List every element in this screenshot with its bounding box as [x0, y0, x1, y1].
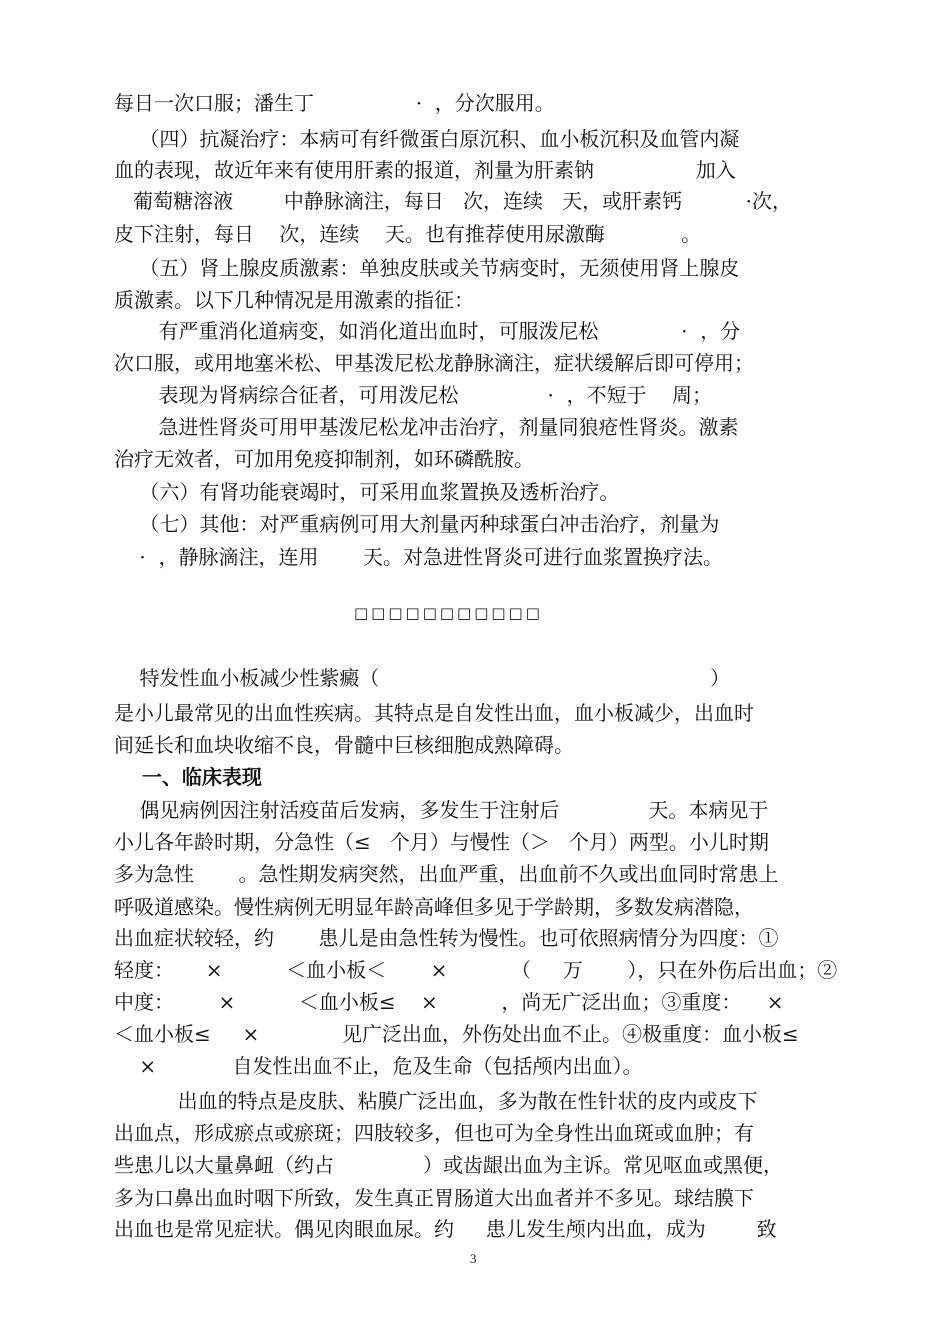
text-line: 血的表现，故近年来有使用肝素的报道，剂量为肝素钠 加入 [114, 158, 736, 182]
text-line: 多为急性 。急性期发病突然，出血严重，出血前不久或出血同时常患上 [114, 862, 779, 886]
text-line: （六）有肾功能衰竭时，可采用血浆置换及透析治疗。 [114, 480, 620, 504]
text-line: 次口服，或用地塞米松、甲基泼尼松龙静脉滴注，症状缓解后即可停用； [114, 351, 754, 375]
text-line: （五）肾上腺皮质激素：单独皮肤或关节病变时，无须使用肾上腺皮 [114, 256, 740, 280]
text-line: 出血点，形成瘀点或瘀斑；四肢较多，但也可为全身性出血斑或血肿；有 [114, 1121, 754, 1145]
text-line: 出血症状较轻，约 患儿是由急性转为慢性。也可依照病情分为四度：① [114, 926, 779, 950]
text-line: · ，静脉滴注，连用 天。对急进性肾炎可进行血浆置换疗法。 [114, 545, 724, 569]
text-line: （四）抗凝治疗：本病可有纤微蛋白原沉积、血小板沉积及血管内凝 [114, 127, 740, 151]
text-line: 呼吸道感染。慢性病例无明显年龄高峰但多见于学龄期，多数发病潜隐， [114, 895, 754, 919]
text-line: 每日一次口服；潘生丁 · ，分次服用。 [114, 91, 555, 115]
text-line: 间延长和血块收缩不良，骨髓中巨核细胞成熟障碍。 [114, 733, 574, 757]
section-title: □□□□□□□□□□□ [354, 604, 543, 622]
text-line: 皮下注射，每日 次，连续 天。也有推荐使用尿激酶 。 [114, 222, 702, 246]
text-line: 特发性血小板减少性紫癜（ ） [114, 666, 731, 690]
text-line: （七）其他：对严重病例可用大剂量丙种球蛋白冲击治疗，剂量为 [114, 512, 720, 536]
text-line: × 自发性出血不止，危及生命（包括颅内出血）。 [114, 1054, 643, 1078]
text-line: 出血的特点是皮肤、粘膜广泛出血，多为散在性针状的皮内或皮下 [114, 1089, 758, 1113]
text-line: 偶见病例因注射活疫苗后发病，多发生于注射后 天。本病见于 [114, 798, 769, 822]
heading-clinical: 一、临床表现 [114, 765, 262, 789]
text-line: ＜血小板≤ × 见广泛出血，外伤处出血不止。④极重度：血小板≤ [114, 1022, 799, 1046]
text-line: 中度： × ＜血小板≤ × ，尚无广泛出血；③重度： × [114, 990, 784, 1014]
text-line: 有严重消化道病变，如消化道出血时，可服泼尼松 · ，分 [114, 319, 741, 343]
text-line: 些患儿以大量鼻衄（约占 ）或齿龈出血为主诉。常见呕血或黑便， [114, 1153, 784, 1177]
text-line: 是小儿最常见的出血性疾病。其特点是自发性出血，血小板减少，出血时 [114, 701, 754, 725]
text-line: 出血也是常见症状。偶见肉眼血尿。约 患儿发生颅内出血，成为 致 [114, 1217, 777, 1241]
text-line: 多为口鼻出血时咽下所致，发生真正胃肠道大出血者并不多见。球结膜下 [114, 1186, 754, 1210]
text-line: 表现为肾病综合征者，可用泼尼松 · ，不短于 周； [114, 383, 713, 407]
text-line: 葡萄糖溶液 中静脉滴注，每日 次，连续 天，或肝素钙 ·次， [114, 189, 793, 213]
page-number: 3 [470, 1251, 477, 1266]
text-line: 治疗无效者，可加用免疫抑制剂，如环磷酰胺。 [114, 447, 534, 471]
text-line: 小儿各年龄时期，分急性（≤ 个月）与慢性（＞ 个月）两型。小儿时期 [114, 830, 769, 854]
text-line: 轻度： × ＜血小板＜ × （ 万 ），只在外伤后出血；② [114, 958, 838, 982]
text-line: 急进性肾炎可用甲基泼尼松龙冲击治疗，剂量同狼疮性肾炎。激素 [114, 415, 739, 439]
text-line: 质激素。以下几种情况是用激素的指征： [114, 288, 474, 312]
